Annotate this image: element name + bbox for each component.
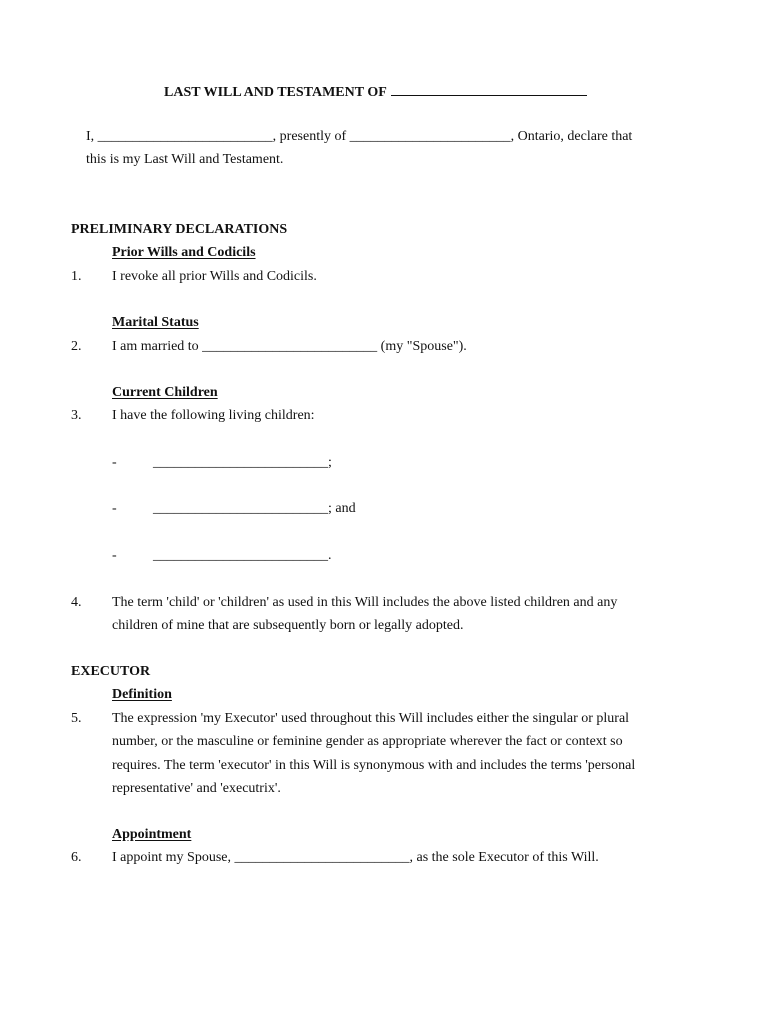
clause-text-3: I have the following living children:	[112, 408, 315, 423]
clause-number-3: 3.	[71, 408, 82, 423]
list-bullet: -	[112, 455, 117, 470]
child-name-blank: _________________________.	[153, 548, 332, 563]
clause-text-5-line-4: representative' and 'executrix'.	[112, 781, 281, 796]
clause-number-5: 5.	[71, 711, 82, 726]
clause-text-5-line-3: requires. The term 'executor' in this Will is synonymous with and includes the terms 'personal	[112, 758, 636, 773]
clause-number-1: 1.	[71, 269, 82, 284]
document-title	[164, 81, 587, 102]
subheading-marital-status: Marital Status	[112, 315, 199, 330]
title-name-blank	[391, 81, 587, 96]
subheading-appointment: Appointment	[112, 827, 192, 842]
clause-text-6: I appoint my Spouse, _________________________, as the sole Executor of this Will.	[112, 850, 599, 865]
clause-number-6: 6.	[71, 850, 82, 865]
clause-number-2: 2.	[71, 339, 82, 354]
clause-text-5-line-1: The expression 'my Executor' used throughout this Will includes either the singular or plural	[112, 711, 630, 726]
list-bullet: -	[112, 548, 117, 563]
section-heading-executor: EXECUTOR	[71, 664, 151, 679]
subheading-definition: Definition	[112, 687, 172, 702]
intro-line-1: I, _________________________, presently of _______________________, Ontario, declare that	[86, 129, 633, 144]
clause-text-5-line-2: number, or the masculine or feminine gender as appropriate wherever the fact or context so	[112, 734, 623, 749]
child-name-blank: _________________________;	[153, 455, 332, 470]
section-heading-preliminary: PRELIMINARY DECLARATIONS	[71, 222, 288, 237]
title-text: LAST WILL AND TESTAMENT OF	[164, 85, 387, 100]
subheading-prior-wills: Prior Wills and Codicils	[112, 245, 256, 260]
intro-line-2: this is my Last Will and Testament.	[86, 152, 284, 167]
clause-number-4: 4.	[71, 595, 82, 610]
clause-text-1: I revoke all prior Wills and Codicils.	[112, 269, 317, 284]
subheading-current-children: Current Children	[112, 385, 218, 400]
clause-text-4-line-1: The term 'child' or 'children' as used in this Will includes the above listed children and any	[112, 595, 618, 610]
list-bullet: -	[112, 501, 117, 516]
child-name-blank: _________________________; and	[153, 501, 356, 516]
clause-text-2: I am married to _________________________ (my "Spouse").	[112, 339, 467, 354]
clause-text-4-line-2: children of mine that are subsequently born or legally adopted.	[112, 618, 464, 633]
